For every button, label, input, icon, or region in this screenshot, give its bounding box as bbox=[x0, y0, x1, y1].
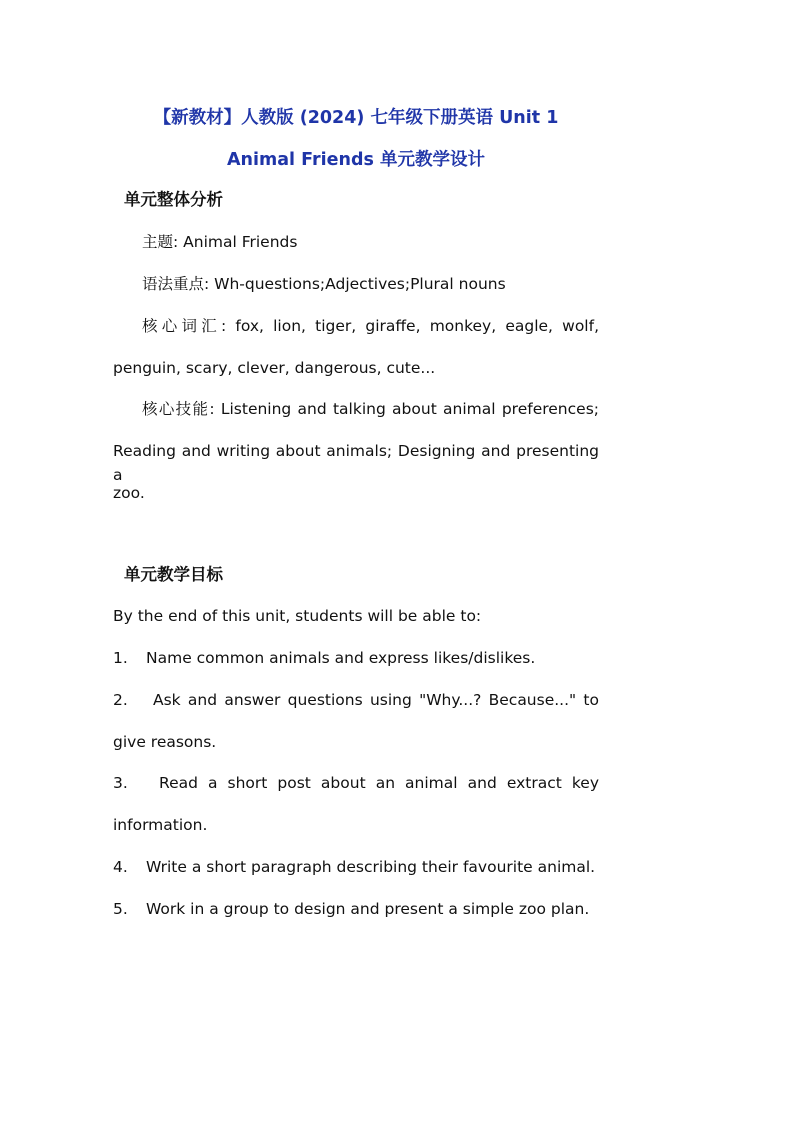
goal-item-2 bbox=[113, 688, 599, 712]
vocab-line-1: 核心词汇: fox, lion, tiger, giraffe, monkey, eagle, wolf, bbox=[142, 317, 599, 335]
grammar-line: 语法重点: Wh-questions;Adjectives;Plural nouns bbox=[142, 275, 506, 293]
goal-item-3 bbox=[113, 771, 599, 795]
goal-number: 1. bbox=[113, 649, 128, 667]
goal-number: 4. bbox=[113, 858, 128, 876]
goal-text: Ask and answer questions using "Why...? Because..." to bbox=[153, 691, 599, 709]
goal-text: Work in a group to design and present a simple zoo plan. bbox=[146, 900, 590, 918]
skills-line-1: 核心技能: Listening and talking about animal preferences; bbox=[142, 400, 599, 418]
document-title-line1: 【新教材】人教版 (2024) 七年级下册英语 Unit 1 bbox=[153, 108, 559, 128]
goal-item-5 bbox=[113, 897, 599, 921]
goal-text: Write a short paragraph describing their favourite animal. bbox=[146, 858, 596, 876]
goal-item-2-continued: give reasons. bbox=[113, 733, 217, 751]
goal-number: 5. bbox=[113, 900, 128, 918]
goal-item-1 bbox=[113, 646, 599, 670]
goal-text: Name common animals and express likes/dislikes. bbox=[146, 649, 536, 667]
skills-line-2: Reading and writing about animals; Designing and presenting a bbox=[113, 442, 599, 484]
document-title-line2: Animal Friends 单元教学设计 bbox=[227, 150, 485, 170]
goal-text: Read a short post about an animal and extract key bbox=[159, 774, 599, 792]
goals-intro: By the end of this unit, students will be able to: bbox=[113, 607, 482, 625]
vocab-line-2: penguin, scary, clever, dangerous, cute... bbox=[113, 359, 436, 377]
theme-line: 主题: Animal Friends bbox=[142, 233, 298, 251]
skills-line-3: zoo. bbox=[113, 484, 145, 502]
goal-item-4 bbox=[113, 855, 599, 879]
goal-number: 3. bbox=[113, 774, 128, 792]
section-heading-overall-analysis: 单元整体分析 bbox=[124, 190, 223, 209]
goal-item-3-continued: information. bbox=[113, 816, 208, 834]
goal-number: 2. bbox=[113, 691, 128, 709]
section-heading-teaching-goals: 单元教学目标 bbox=[124, 565, 223, 584]
